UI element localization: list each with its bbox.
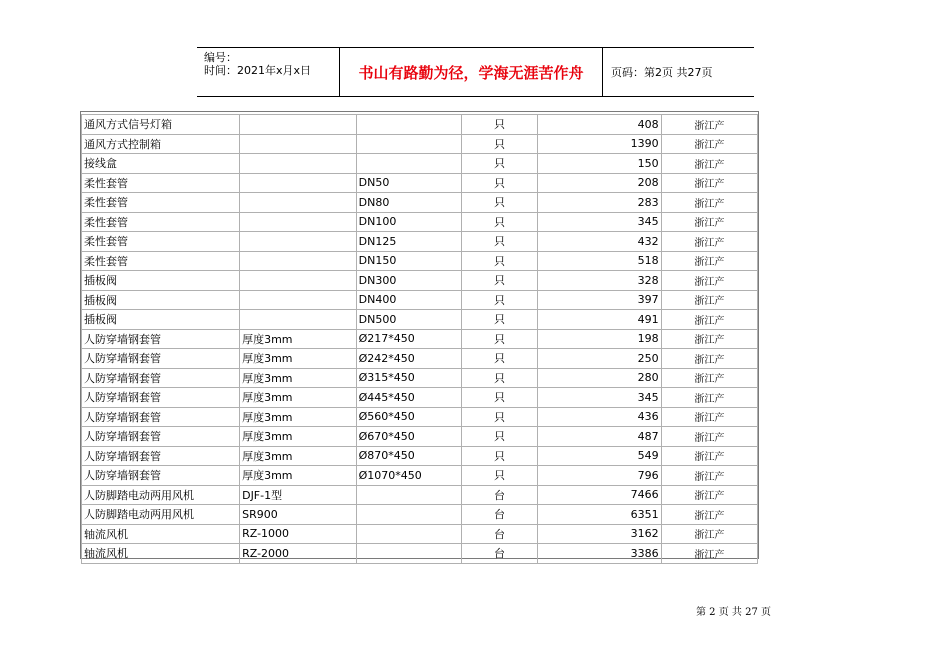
- item-name: 人防穿墙钢套管: [82, 446, 240, 466]
- table-row: [82, 505, 758, 525]
- item-unit: 只: [462, 446, 538, 466]
- item-name: 人防穿墙钢套管: [82, 349, 240, 369]
- item-size: Ø217*450: [356, 329, 461, 349]
- item-origin: 浙江产: [661, 212, 757, 232]
- item-size: DN50: [356, 173, 461, 193]
- item-price: 198: [538, 329, 662, 349]
- item-origin: 浙江产: [661, 115, 757, 135]
- item-spec: 厚度3mm: [240, 427, 357, 447]
- item-unit: 只: [462, 368, 538, 388]
- item-name: 插板阀: [82, 271, 240, 291]
- table-row: [82, 329, 758, 349]
- item-size: [356, 134, 461, 154]
- item-price: 250: [538, 349, 662, 369]
- item-origin: 浙江产: [661, 446, 757, 466]
- item-origin: 浙江产: [661, 154, 757, 174]
- item-origin: 浙江产: [661, 544, 757, 564]
- item-spec: [240, 115, 357, 135]
- table-row: [82, 407, 758, 427]
- header-left: [197, 48, 340, 96]
- item-spec: [240, 212, 357, 232]
- item-origin: 浙江产: [661, 524, 757, 544]
- item-origin: 浙江产: [661, 505, 757, 525]
- item-price: 150: [538, 154, 662, 174]
- item-unit: 只: [462, 251, 538, 271]
- item-unit: 只: [462, 407, 538, 427]
- item-price: 280: [538, 368, 662, 388]
- item-size: Ø1070*450: [356, 466, 461, 486]
- table-row: [82, 388, 758, 408]
- item-size: Ø560*450: [356, 407, 461, 427]
- item-unit: 只: [462, 310, 538, 330]
- item-spec: [240, 271, 357, 291]
- item-size: [356, 115, 461, 135]
- table-row: [82, 544, 758, 564]
- item-price: 549: [538, 446, 662, 466]
- item-spec: [240, 232, 357, 252]
- item-price: 328: [538, 271, 662, 291]
- item-name: 人防穿墙钢套管: [82, 466, 240, 486]
- item-origin: 浙江产: [661, 251, 757, 271]
- item-name: 人防穿墙钢套管: [82, 329, 240, 349]
- item-spec: 厚度3mm: [240, 368, 357, 388]
- item-origin: 浙江产: [661, 134, 757, 154]
- item-origin: 浙江产: [661, 485, 757, 505]
- item-size: Ø870*450: [356, 446, 461, 466]
- item-spec: 厚度3mm: [240, 388, 357, 408]
- item-spec: DJF-1型: [240, 485, 357, 505]
- table-row: [82, 154, 758, 174]
- item-origin: 浙江产: [661, 368, 757, 388]
- item-price: 436: [538, 407, 662, 427]
- item-origin: 浙江产: [661, 349, 757, 369]
- item-name: 轴流风机: [82, 524, 240, 544]
- item-name: 通风方式控制箱: [82, 134, 240, 154]
- item-spec: [240, 193, 357, 213]
- price-table: [81, 114, 758, 564]
- item-spec: [240, 251, 357, 271]
- item-origin: 浙江产: [661, 193, 757, 213]
- item-unit: 只: [462, 329, 538, 349]
- item-name: 人防脚踏电动两用风机: [82, 485, 240, 505]
- item-size: [356, 505, 461, 525]
- item-size: Ø670*450: [356, 427, 461, 447]
- table-row: [82, 134, 758, 154]
- item-name: 人防穿墙钢套管: [82, 407, 240, 427]
- table-row: [82, 349, 758, 369]
- item-unit: 只: [462, 349, 538, 369]
- item-price: 397: [538, 290, 662, 310]
- item-unit: 只: [462, 193, 538, 213]
- item-unit: 只: [462, 212, 538, 232]
- item-price: 518: [538, 251, 662, 271]
- item-name: 通风方式信号灯箱: [82, 115, 240, 135]
- item-price: 408: [538, 115, 662, 135]
- page-footer: 第 2 页 共 27 页: [696, 607, 771, 618]
- item-spec: 厚度3mm: [240, 329, 357, 349]
- item-price: 796: [538, 466, 662, 486]
- item-origin: 浙江产: [661, 290, 757, 310]
- item-unit: 台: [462, 505, 538, 525]
- item-size: Ø315*450: [356, 368, 461, 388]
- item-unit: 只: [462, 134, 538, 154]
- time-label: 时间：2021年x月x日: [204, 64, 312, 77]
- item-price: 345: [538, 388, 662, 408]
- table-row: [82, 446, 758, 466]
- item-spec: 厚度3mm: [240, 466, 357, 486]
- item-size: [356, 544, 461, 564]
- item-origin: 浙江产: [661, 466, 757, 486]
- item-unit: 台: [462, 485, 538, 505]
- item-unit: 只: [462, 232, 538, 252]
- item-origin: 浙江产: [661, 329, 757, 349]
- item-origin: 浙江产: [661, 173, 757, 193]
- table-row: [82, 173, 758, 193]
- table-row: [82, 251, 758, 271]
- item-name: 插板阀: [82, 290, 240, 310]
- item-price: 491: [538, 310, 662, 330]
- item-size: DN150: [356, 251, 461, 271]
- item-name: 柔性套管: [82, 212, 240, 232]
- item-price: 345: [538, 212, 662, 232]
- item-unit: 只: [462, 466, 538, 486]
- price-table-container: [80, 111, 759, 559]
- item-spec: RZ-1000: [240, 524, 357, 544]
- item-name: 柔性套管: [82, 193, 240, 213]
- item-spec: [240, 134, 357, 154]
- item-name: 接线盒: [82, 154, 240, 174]
- item-size: DN500: [356, 310, 461, 330]
- item-unit: 只: [462, 271, 538, 291]
- item-price: 1390: [538, 134, 662, 154]
- item-price: 3162: [538, 524, 662, 544]
- table-row: [82, 485, 758, 505]
- item-size: [356, 154, 461, 174]
- item-spec: [240, 173, 357, 193]
- item-unit: 只: [462, 173, 538, 193]
- item-unit: 只: [462, 115, 538, 135]
- item-origin: 浙江产: [661, 427, 757, 447]
- item-size: [356, 485, 461, 505]
- item-spec: 厚度3mm: [240, 349, 357, 369]
- table-row: [82, 290, 758, 310]
- item-unit: 只: [462, 290, 538, 310]
- item-origin: 浙江产: [661, 271, 757, 291]
- item-price: 208: [538, 173, 662, 193]
- item-spec: 厚度3mm: [240, 446, 357, 466]
- table-row: [82, 310, 758, 330]
- table-row: [82, 368, 758, 388]
- item-name: 人防穿墙钢套管: [82, 388, 240, 408]
- item-name: 柔性套管: [82, 232, 240, 252]
- item-unit: 只: [462, 427, 538, 447]
- item-size: DN80: [356, 193, 461, 213]
- table-row: [82, 232, 758, 252]
- motto: 书山有路勤为径，学海无涯苦作舟: [340, 48, 603, 96]
- table-row: [82, 524, 758, 544]
- item-size: [356, 524, 461, 544]
- item-price: 283: [538, 193, 662, 213]
- item-price: 487: [538, 427, 662, 447]
- table-row: [82, 271, 758, 291]
- item-name: 柔性套管: [82, 173, 240, 193]
- item-size: DN100: [356, 212, 461, 232]
- item-unit: 只: [462, 388, 538, 408]
- item-spec: 厚度3mm: [240, 407, 357, 427]
- item-origin: 浙江产: [661, 232, 757, 252]
- item-price: 6351: [538, 505, 662, 525]
- item-name: 人防脚踏电动两用风机: [82, 505, 240, 525]
- item-name: 插板阀: [82, 310, 240, 330]
- item-size: DN400: [356, 290, 461, 310]
- item-spec: [240, 310, 357, 330]
- table-row: [82, 212, 758, 232]
- item-price: 3386: [538, 544, 662, 564]
- item-spec: [240, 154, 357, 174]
- item-unit: 台: [462, 544, 538, 564]
- table-row: [82, 193, 758, 213]
- number-label: 编号：: [204, 51, 237, 64]
- table-row: [82, 115, 758, 135]
- item-name: 柔性套管: [82, 251, 240, 271]
- page-label: 页码：第2页 共27页: [611, 66, 713, 79]
- item-size: Ø242*450: [356, 349, 461, 369]
- item-unit: 只: [462, 154, 538, 174]
- item-price: 432: [538, 232, 662, 252]
- item-name: 轴流风机: [82, 544, 240, 564]
- item-name: 人防穿墙钢套管: [82, 427, 240, 447]
- table-row: [82, 466, 758, 486]
- table-row: [82, 427, 758, 447]
- item-origin: 浙江产: [661, 388, 757, 408]
- item-size: DN300: [356, 271, 461, 291]
- item-size: DN125: [356, 232, 461, 252]
- item-origin: 浙江产: [661, 407, 757, 427]
- item-spec: [240, 290, 357, 310]
- item-name: 人防穿墙钢套管: [82, 368, 240, 388]
- item-size: Ø445*450: [356, 388, 461, 408]
- item-unit: 台: [462, 524, 538, 544]
- item-spec: RZ-2000: [240, 544, 357, 564]
- item-origin: 浙江产: [661, 310, 757, 330]
- page-header: [197, 47, 754, 97]
- item-spec: SR900: [240, 505, 357, 525]
- item-price: 7466: [538, 485, 662, 505]
